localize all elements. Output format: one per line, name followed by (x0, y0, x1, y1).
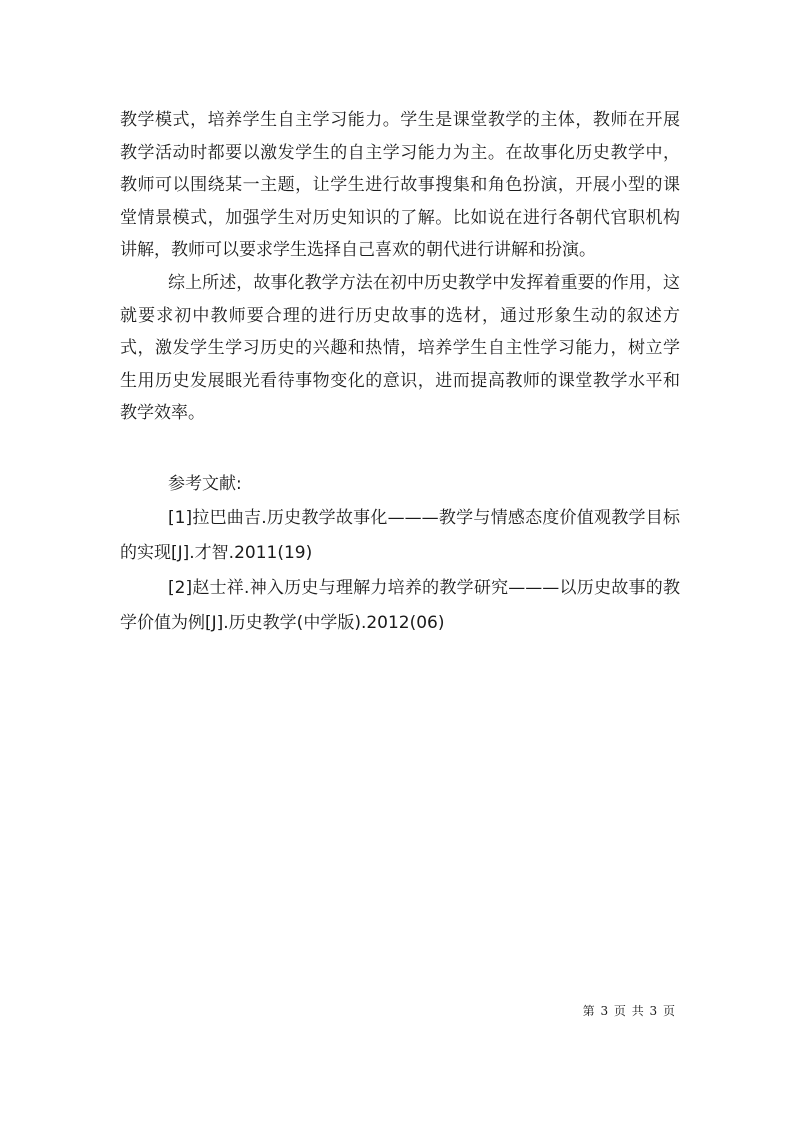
document-body (120, 104, 680, 641)
paragraph-conclusion: 综上所述，故事化教学方法在初中历史教学中发挥着重要的作用，这就要求初中教师要合理的进行历史故事的选材，通过形象生动的叙述方式，激发学生学习历史的兴趣和热情，培养学生自主性学习能力，树立学生用历史发展眼光看待事物变化的意识，进而提高教师的课堂教学水平和教学效率。 (120, 272, 680, 424)
reference-item-1: [1]拉巴曲吉.历史教学故事化———教学与情感态度价值观教学目标的实现[J].才智.2011(19) (120, 507, 680, 563)
reference-item-2: [2]赵士祥.神入历史与理解力培养的教学研究———以历史故事的教学价值为例[J].历史教学(中学版).2012(06) (120, 577, 680, 633)
paragraph-continued: 教学模式，培养学生自主学习能力。学生是课堂教学的主体，教师在开展教学活动时都要以激发学生的自主学习能力为主。在故事化历史教学中，教师可以围绕某一主题，让学生进行故事搜集和角色扮演，开展小型的课堂情景模式，加强学生对历史知识的了解。比如说在进行各朝代官职机构讲解，教师可以要求学生选择自己喜欢的朝代进行讲解和扮演。 (120, 110, 680, 261)
references-heading: 参考文献: (168, 473, 242, 494)
section-gap (120, 430, 680, 468)
page-number-footer: 第 3 页 共 3 页 (582, 1004, 676, 1018)
